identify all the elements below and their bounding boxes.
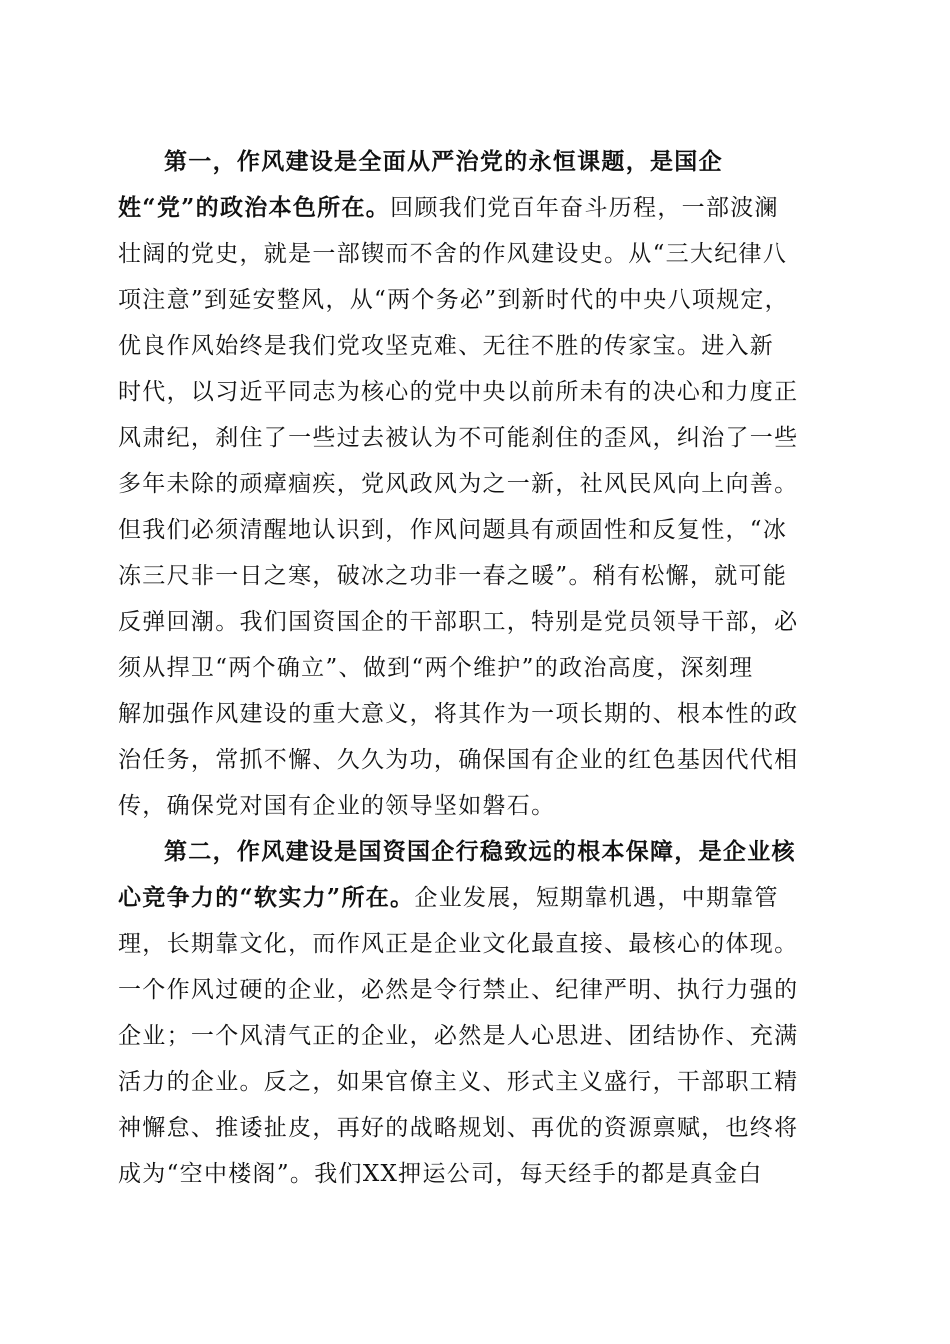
paragraph-1-line: 风肃纪，刹住了一些过去被认为不可能刹住的歪风，纠治了一些 — [118, 425, 799, 451]
paragraph-1-line: 多年未除的顽瘴痼疾，党风政风为之一新，社风民风向上向善。 — [118, 471, 799, 497]
paragraph-1-line — [118, 185, 828, 231]
paragraph-2 — [118, 829, 828, 1197]
paragraph-2-heading-end: 心竞争力的“软实力”所在。 — [118, 884, 415, 911]
paragraph-1-line: 优良作风始终是我们党攻坚克难、无往不胜的传家宝。进入新 — [118, 333, 775, 359]
paragraph-2-text: 企业发展，短期靠机遇，中期靠管 — [414, 885, 779, 911]
document-body — [118, 139, 828, 1197]
paragraph-1-line: 冻三尺非一日之寒，破冰之功非一春之暖”。稍有松懈，就可能 — [118, 563, 788, 589]
paragraph-1-line: 项注意”到延安整风，从“两个务必”到新时代的中央八项规定， — [118, 287, 789, 313]
paragraph-1-line: 反弹回潮。我们国资国企的干部职工，特别是党员领导干部，必 — [118, 609, 799, 635]
paragraph-2-line: 理，长期靠文化，而作风正是企业文化最直接、最核心的体现。 — [118, 931, 799, 957]
paragraph-2-line: 活力的企业。反之，如果官僚主义、形式主义盛行，干部职工精 — [118, 1069, 799, 1095]
paragraph-1-line: 传，确保党对国有企业的领导坚如磐石。 — [118, 793, 556, 819]
paragraph-1-text: 回顾我们党百年奋斗历程，一部波澜 — [390, 195, 779, 221]
paragraph-1-line: 治任务，常抓不懈、久久为功，确保国有企业的红色基因代代相 — [118, 747, 799, 773]
paragraph-1-line: 壮阔的党史，就是一部锲而不舍的作风建设史。从“三大纪律八 — [118, 241, 788, 267]
paragraph-1-heading-end: 姓“党”的政治本色所在。 — [118, 194, 391, 221]
paragraph-1-line: 解加强作风建设的重大意义，将其作为一项长期的、根本性的政 — [118, 701, 799, 727]
paragraph-1 — [118, 139, 828, 829]
paragraph-2-line: 成为“空中楼阁”。我们XX押运公司，每天经手的都是真金白 — [118, 1161, 763, 1187]
paragraph-2-line: 神懈怠、推诿扯皮，再好的战略规划、再优的资源禀赋，也终将 — [118, 1115, 799, 1141]
paragraph-2-line: 企业；一个风清气正的企业，必然是人心思进、团结协作、充满 — [118, 1023, 799, 1049]
paragraph-1-line: 须从捍卫“两个确立”、做到“两个维护”的政治高度，深刻理 — [118, 655, 754, 681]
paragraph-2-heading-line: 第二，作风建设是国资国企行稳致远的根本保障，是企业核 — [164, 838, 796, 865]
paragraph-1-line: 但我们必须清醒地认识到，作风问题具有顽固性和反复性，“冰 — [118, 517, 788, 543]
paragraph-2-line: 一个作风过硬的企业，必然是令行禁止、纪律严明、执行力强的 — [118, 977, 799, 1003]
paragraph-1-line: 时代，以习近平同志为核心的党中央以前所未有的决心和力度正 — [118, 379, 799, 405]
paragraph-1-heading-line: 第一，作风建设是全面从严治党的永恒课题，是国企 — [164, 148, 723, 175]
paragraph-2-line — [118, 875, 828, 921]
